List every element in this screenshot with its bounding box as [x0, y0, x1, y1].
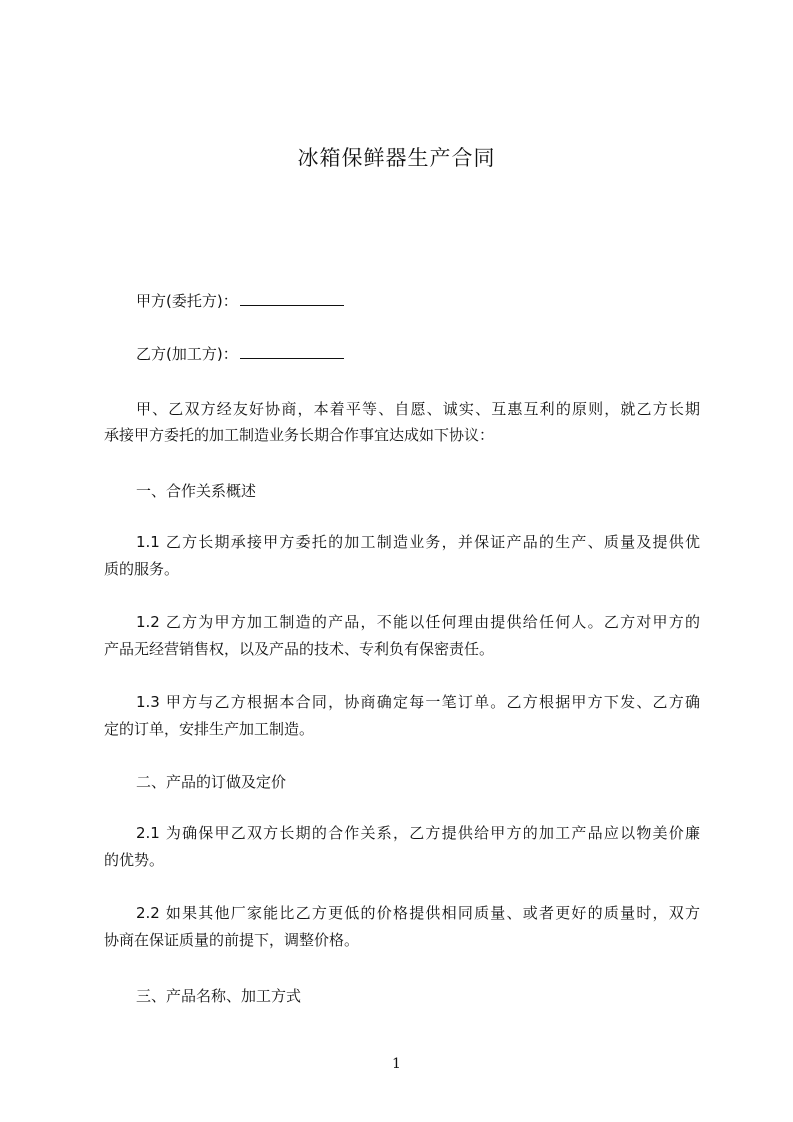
- clause-2-1-line-1: 2.1 为确保甲乙双方长期的合作关系，乙方提供给甲方的加工产品应以物美价廉: [136, 824, 700, 842]
- party-a-line: [104, 289, 700, 314]
- document-title: 冰箱保鲜器生产合同: [297, 146, 496, 170]
- intro-line-1: 甲、乙双方经友好协商，本着平等、自愿、诚实、互惠互利的原则，就乙方长期: [136, 400, 700, 418]
- clause-2-2-line-1: 2.2 如果其他厂家能比乙方更低的价格提供相同质量、或者更好的质量时，双方: [136, 904, 700, 922]
- party-b-line: [104, 342, 700, 367]
- intro-line-2: 承接甲方委托的加工制造业务长期合作事宜达成如下协议：: [104, 426, 495, 444]
- page-number: 1: [392, 1056, 401, 1072]
- clause-2-2-line-2: 协商在保证质量的前提下，调整价格。: [104, 931, 360, 949]
- clause-1-2-line-1: 1.2 乙方为甲方加工制造的产品，不能以任何理由提供给任何人。乙方对甲方的: [136, 613, 700, 631]
- clause-1-2-line-2: 产品无经营销售权，以及产品的技术、专利负有保密责任。: [104, 640, 495, 658]
- clause-2-1-line-2: 的优势。: [104, 851, 165, 869]
- clause-1-3-line-2: 定的订单，安排生产加工制造。: [104, 720, 315, 738]
- clause-1-1-line-1: 1.1 乙方长期承接甲方委托的加工制造业务，并保证产品的生产、质量及提供优: [136, 533, 700, 551]
- party-b-blank: [240, 344, 344, 359]
- party-b-label: 乙方(加工方)：: [136, 345, 238, 363]
- section-2-heading: 二、产品的订做及定价: [136, 773, 287, 791]
- clause-1-3-line-1: 1.3 甲方与乙方根据本合同，协商确定每一笔订单。乙方根据甲方下发、乙方确: [136, 693, 700, 711]
- section-3-heading: 三、产品名称、加工方式: [136, 987, 302, 1005]
- clause-1-1-line-2: 质的服务。: [104, 560, 180, 578]
- section-1-heading: 一、合作关系概述: [136, 482, 257, 500]
- party-a-label: 甲方(委托方)：: [136, 292, 238, 310]
- party-a-blank: [240, 291, 344, 306]
